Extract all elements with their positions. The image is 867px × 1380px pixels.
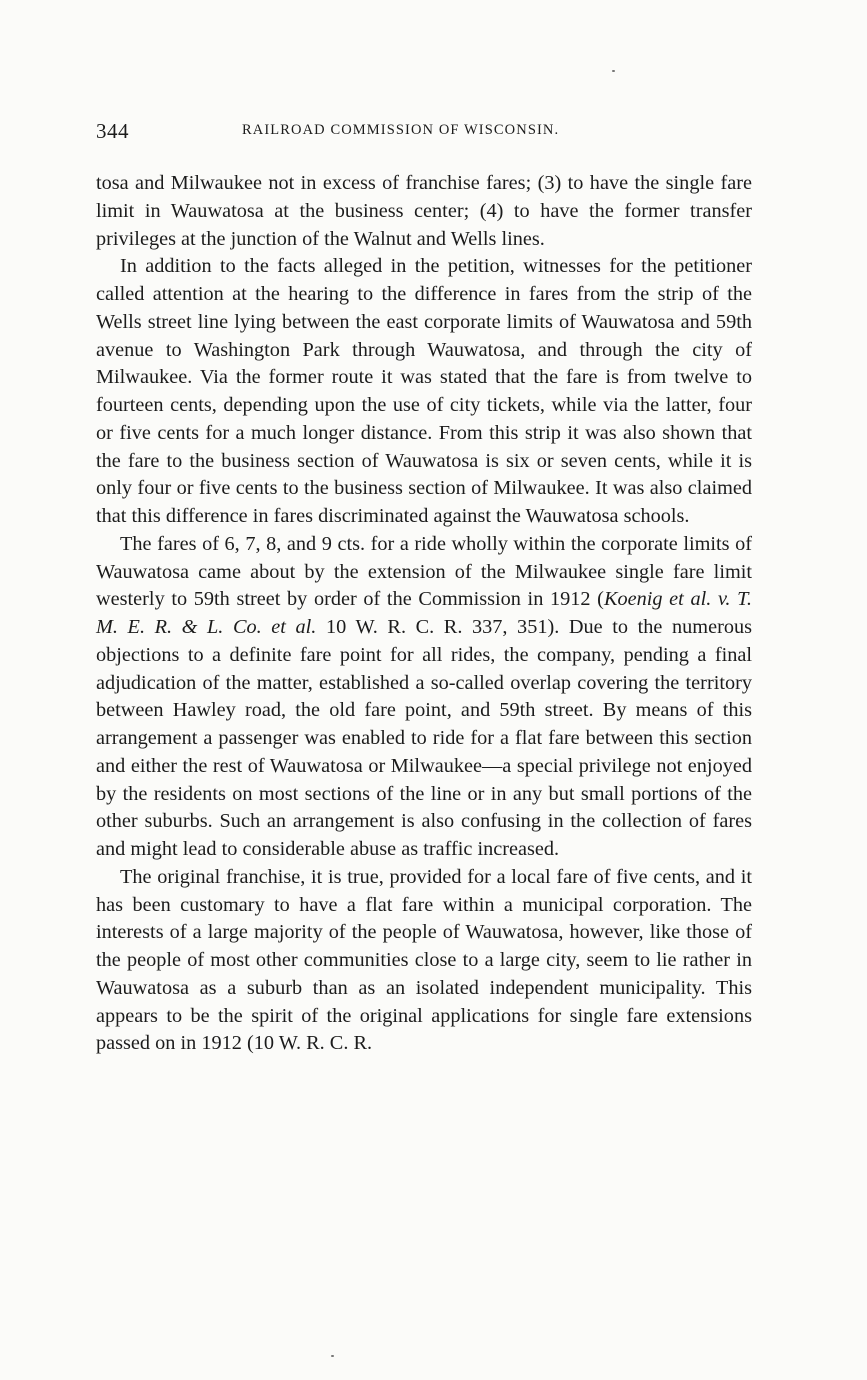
document-page <box>96 0 752 1380</box>
paragraph-franchise: The original franchise, it is true, provided for a local fare of five cents, and it has been customary to have a flat fare within a municipal corporation. The interests of a large majority of the people of Wauwatosa, however, like those of the people of most other communities close to a large city, seem to lie rather in Wauwatosa as a suburb than as an isolated independent municipality. This appears to be the spirit of the original applications for single fare extensions passed on in 1912 (10 W. R. C. R. <box>96 865 752 1055</box>
scan-speck <box>612 70 615 72</box>
case-citation: Koenig et al. v. T. M. E. R. & L. Co. et al. <box>96 588 752 638</box>
scan-speck <box>331 1355 334 1357</box>
paragraph-fares-text-after: 10 W. R. C. R. 337, 351). Due to the numerous objections to a definite fare point for all rides, the company, pending a final adjudication of the matter, established a so-called overlap covering the territory between Hawley road, the old fare point, and 59th street. By means of this arrangement a passenger was enabled to ride for a flat fare between this section and either the rest of Wauwatosa or Milwaukee—a special privilege not enjoyed by the residents on most sections of the line or in any but small portions of the other suburbs. Such an arrangement is also confusing in the collection of fares and might lead to considerable abuse as traffic increased. <box>96 616 752 860</box>
paragraph-fares <box>96 531 752 864</box>
running-header-title: RAILROAD COMMISSION OF WISCONSIN. <box>242 122 560 138</box>
page-number: 344 <box>96 119 129 143</box>
paragraph-continued: tosa and Milwaukee not in excess of franchise fares; (3) to have the single fare limit in Wauwatosa at the business center; (4) to have the former transfer privileges at the junction of the Walnut and Wells lines. <box>96 172 752 250</box>
running-header <box>96 119 752 143</box>
body-text <box>96 170 752 1058</box>
paragraph-fares-text-before: The fares of 6, 7, 8, and 9 cts. for a ride wholly within the corporate limits of Wauwatosa came about by the extension of the Milwaukee single fare limit westerly to 59th street by order of the Commission in 1912 ( <box>96 532 752 611</box>
paragraph-witnesses: In addition to the facts alleged in the petition, witnesses for the petitioner called attention at the hearing to the difference in fares from the strip of the Wells street line lying between the east corporate limits of Wauwatosa and 59th avenue to Washington Park through Wauwatosa, and through the city of Milwaukee. Via the former route it was stated that the fare is from twelve to fourteen cents, depending upon the use of city tickets, while via the latter, four or five cents for a much longer distance. From this strip it was also shown that the fare to the business section of Wauwatosa is six or seven cents, while it is only four or five cents to the business section of Milwaukee. It was also claimed that this difference in fares discriminated against the Wauwatosa schools. <box>96 255 752 527</box>
